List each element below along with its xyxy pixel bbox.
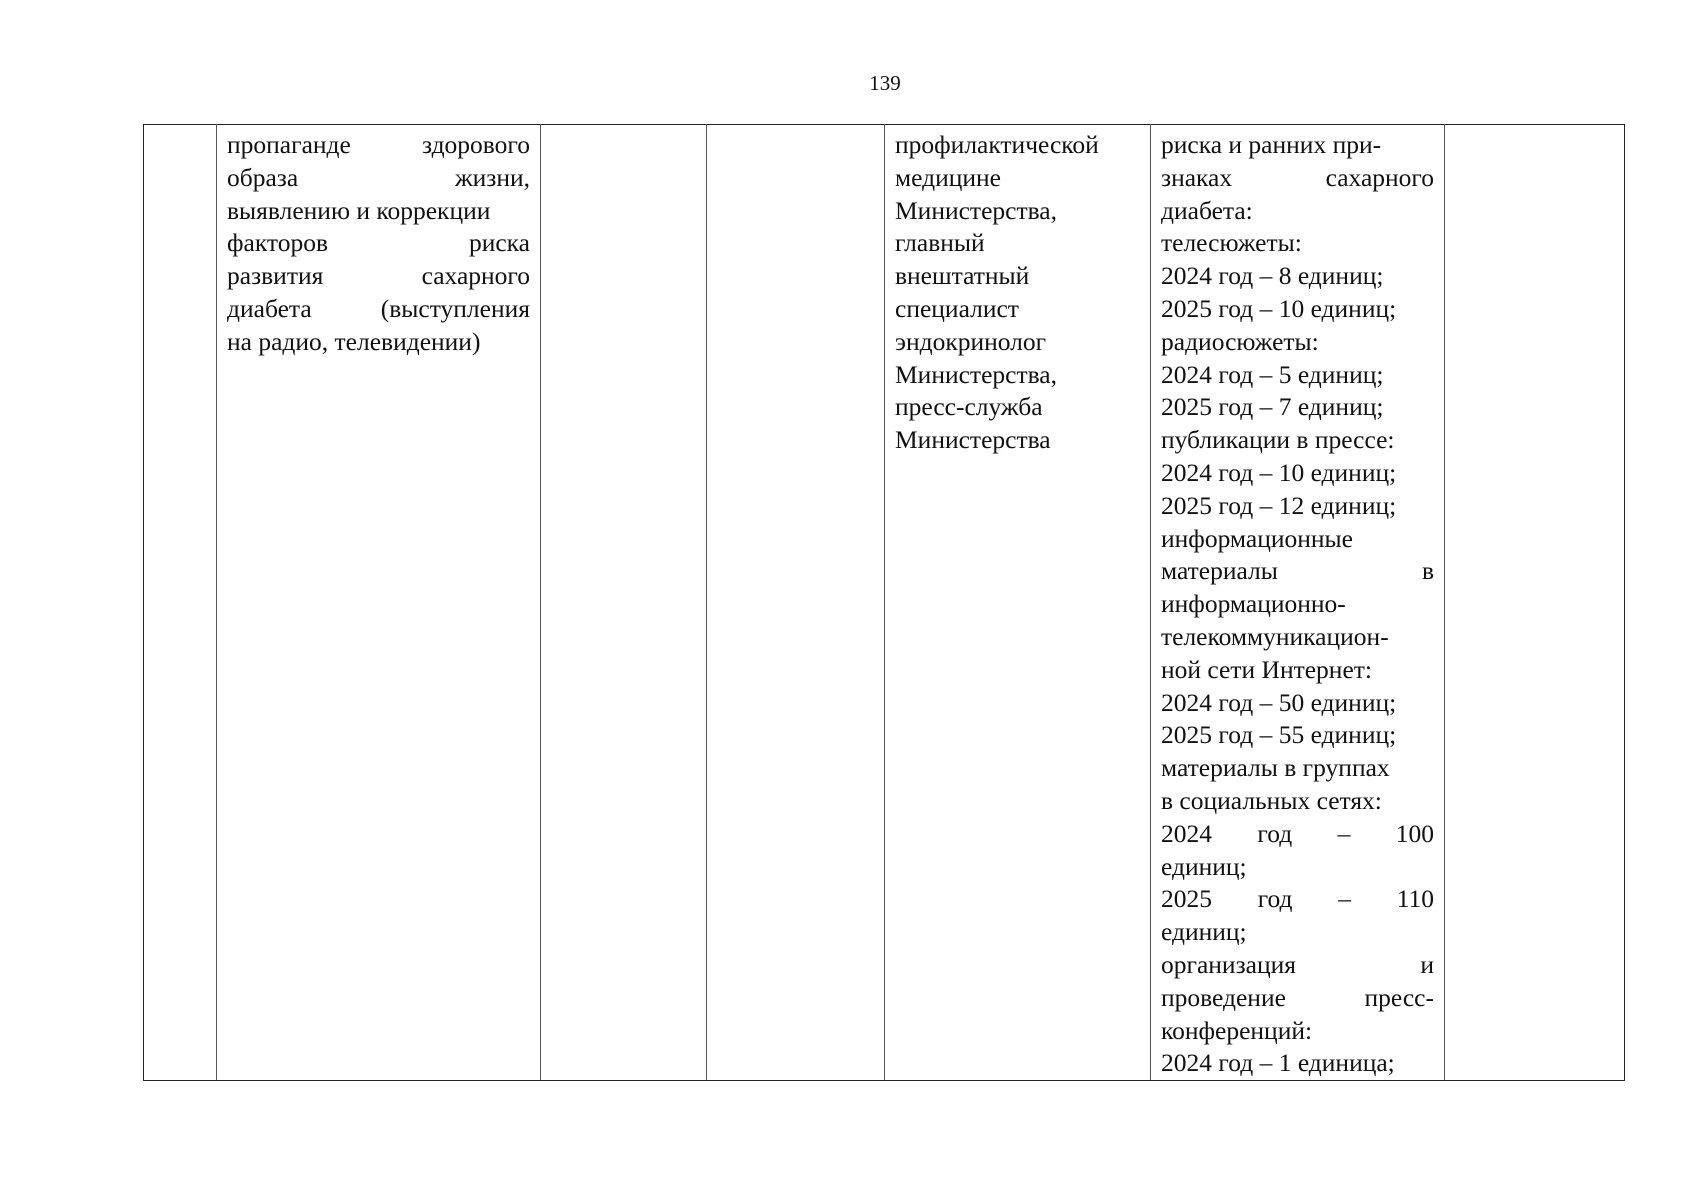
word: факторов [227, 228, 328, 258]
text-line: главный [895, 228, 985, 258]
text-line: публикации в прессе: [1161, 425, 1395, 455]
text-line: Министерства, [895, 195, 1058, 225]
cell-empty-3 [541, 125, 707, 1081]
word: организация [1161, 949, 1296, 979]
cell-number [144, 125, 217, 1081]
text-line: профилактической [895, 130, 1099, 159]
word: пресс- [1364, 982, 1434, 1012]
cell-empty-7 [1445, 125, 1625, 1081]
cell-indicators [1151, 125, 1445, 1081]
text-line [1161, 949, 1434, 982]
continuation-table [143, 124, 1625, 1081]
text-line [227, 293, 530, 326]
word: развития [227, 261, 324, 291]
text-line: в социальных сетях: [1161, 785, 1382, 815]
word: материалы [1161, 556, 1278, 586]
text-line: эндокринолог [895, 326, 1047, 356]
text-line [1161, 555, 1434, 588]
text-line: медицине [895, 162, 1001, 192]
text-line: выявлению и коррекции [227, 195, 491, 225]
text-line [1161, 982, 1434, 1015]
word: 110 [1396, 884, 1434, 914]
word: – [1338, 884, 1351, 914]
text-line: 2024 год – 1 единица; [1161, 1048, 1395, 1078]
word: жизни, [454, 162, 530, 192]
text-line: ной сети Интернет: [1161, 654, 1372, 684]
word: 100 [1395, 818, 1434, 848]
text-line [227, 162, 530, 195]
word: 2025 [1161, 884, 1212, 914]
text-line [227, 260, 530, 293]
text-line: 2024 год – 50 единиц; [1161, 687, 1397, 717]
text-line [1161, 818, 1434, 851]
text-line: диабета: [1161, 195, 1253, 225]
text-line: 2025 год – 7 единиц; [1161, 392, 1384, 422]
word: пропаганде [227, 130, 351, 159]
text-line: информационно- [1161, 589, 1346, 619]
text-line: единиц; [1161, 851, 1247, 881]
word: и [1420, 949, 1434, 979]
text-line: Министерства, [895, 359, 1058, 389]
word: здорового [421, 130, 530, 159]
word: в [1421, 556, 1434, 586]
text-line [227, 227, 530, 260]
cell-responsible [885, 125, 1151, 1081]
text-line: Министерства [895, 425, 1051, 455]
text-line: 2024 год – 8 единиц; [1161, 261, 1384, 291]
text-line: радиосюжеты: [1161, 326, 1319, 356]
word: диабета [227, 293, 312, 323]
page-number: 139 [869, 71, 901, 95]
text-line: телекоммуникацион- [1161, 621, 1389, 651]
table-row [144, 125, 1625, 1081]
word: сахарного [421, 261, 530, 291]
cell-empty-4 [707, 125, 885, 1081]
text-line: 2024 год – 10 единиц; [1161, 457, 1397, 487]
text-line [227, 129, 530, 162]
text-line: 2025 год – 10 единиц; [1161, 293, 1397, 323]
word: (выступления [380, 293, 530, 323]
word: год [1257, 884, 1293, 914]
text-line: 2025 год – 55 единиц; [1161, 720, 1397, 750]
text-line: пресс-служба [895, 392, 1043, 422]
text-line: единиц; [1161, 917, 1247, 947]
text-line [1161, 883, 1434, 916]
word: знаках [1161, 162, 1233, 192]
word: – [1337, 818, 1351, 848]
text-line: телесюжеты: [1161, 228, 1302, 258]
word: риска [468, 228, 530, 258]
text-line: информационные [1161, 523, 1353, 553]
word: сахарного [1325, 162, 1434, 192]
word: год [1257, 818, 1293, 848]
word: образа [227, 162, 299, 192]
text-line: 2025 год – 12 единиц; [1161, 490, 1397, 520]
text-line: специалист [895, 293, 1019, 323]
text-line: на радио, телевидении) [227, 326, 481, 356]
text-line: риска и ранних при- [1161, 130, 1382, 159]
text-line [1161, 162, 1434, 195]
text-line: конференций: [1161, 1015, 1313, 1045]
text-line: материалы в группах [1161, 753, 1390, 783]
word: 2024 [1161, 818, 1212, 848]
cell-activity [217, 125, 541, 1081]
text-line: 2024 год – 5 единиц; [1161, 359, 1384, 389]
word: проведение [1161, 982, 1286, 1012]
text-line: внештатный [895, 261, 1030, 291]
